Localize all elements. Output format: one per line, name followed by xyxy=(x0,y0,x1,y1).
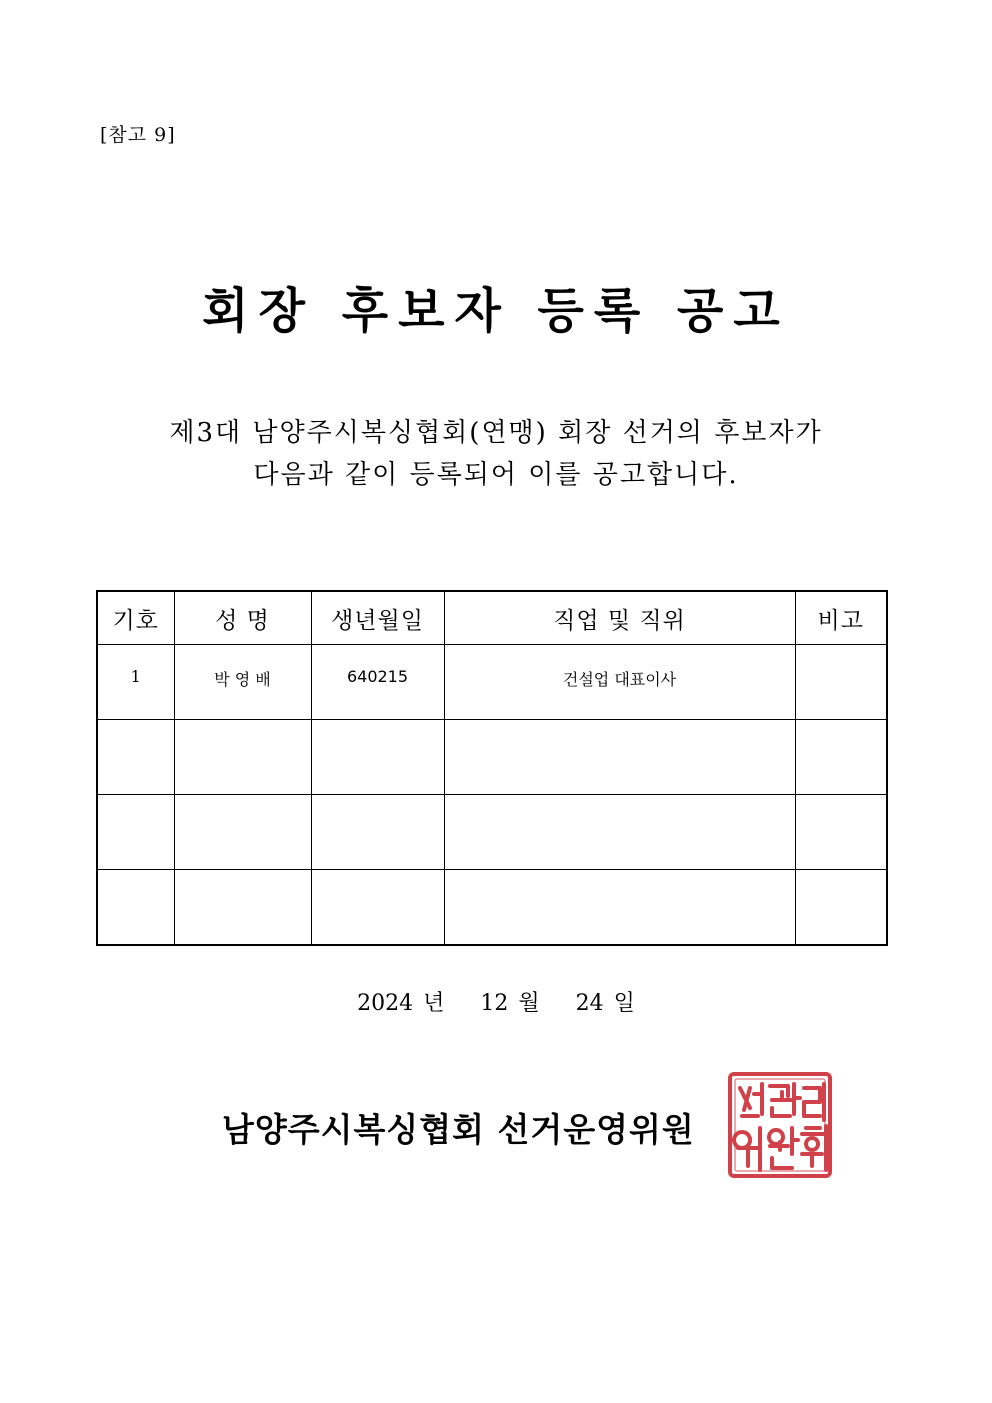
reference-label: [참고 9] xyxy=(100,124,176,146)
candidate-table xyxy=(96,590,888,946)
cell-number xyxy=(97,870,174,945)
date-day: 24 xyxy=(575,991,604,1016)
date-year-unit: 년 xyxy=(423,991,445,1016)
date-year: 2024 xyxy=(357,991,414,1016)
cell-occupation xyxy=(444,720,795,795)
cell-birthdate: 640215 xyxy=(311,645,444,720)
table-row xyxy=(97,720,887,795)
cell-remarks xyxy=(795,720,887,795)
cell-remarks xyxy=(795,795,887,870)
cell-occupation: 건설업 대표이사 xyxy=(444,645,795,720)
intro-text xyxy=(0,412,992,496)
cell-name xyxy=(174,795,311,870)
date-day-unit: 일 xyxy=(613,991,635,1016)
date-month: 12 xyxy=(480,991,509,1016)
table-row xyxy=(97,795,887,870)
table-row xyxy=(97,870,887,945)
cell-number xyxy=(97,720,174,795)
announcement-date xyxy=(0,986,992,1017)
table-row xyxy=(97,645,887,720)
cell-birthdate xyxy=(311,795,444,870)
cell-name: 박 영 배 xyxy=(174,645,311,720)
cell-name xyxy=(174,870,311,945)
table-header-row xyxy=(97,591,887,645)
header-name: 성 명 xyxy=(174,591,311,645)
intro-line-2: 다음과 같이 등록되어 이를 공고합니다. xyxy=(253,460,739,490)
header-number: 기호 xyxy=(97,591,174,645)
cell-name xyxy=(174,720,311,795)
header-remarks: 비고 xyxy=(795,591,887,645)
cell-birthdate xyxy=(311,720,444,795)
date-month-unit: 월 xyxy=(518,991,540,1016)
cell-occupation xyxy=(444,870,795,945)
cell-occupation xyxy=(444,795,795,870)
intro-line-1: 제3대 남양주시복싱협회(연맹) 회장 선거의 후보자가 xyxy=(169,418,823,448)
cell-birthdate xyxy=(311,870,444,945)
organization-name: 남양주시복싱협회 선거운영위원 xyxy=(222,1110,695,1149)
page-title: 회장 후보자 등록 공고 xyxy=(202,283,790,339)
cell-number xyxy=(97,795,174,870)
official-seal-stamp xyxy=(726,1070,834,1180)
header-birthdate: 생년월일 xyxy=(311,591,444,645)
cell-remarks xyxy=(795,870,887,945)
header-occupation: 직업 및 직위 xyxy=(444,591,795,645)
cell-remarks xyxy=(795,645,887,720)
cell-number: 1 xyxy=(97,645,174,720)
